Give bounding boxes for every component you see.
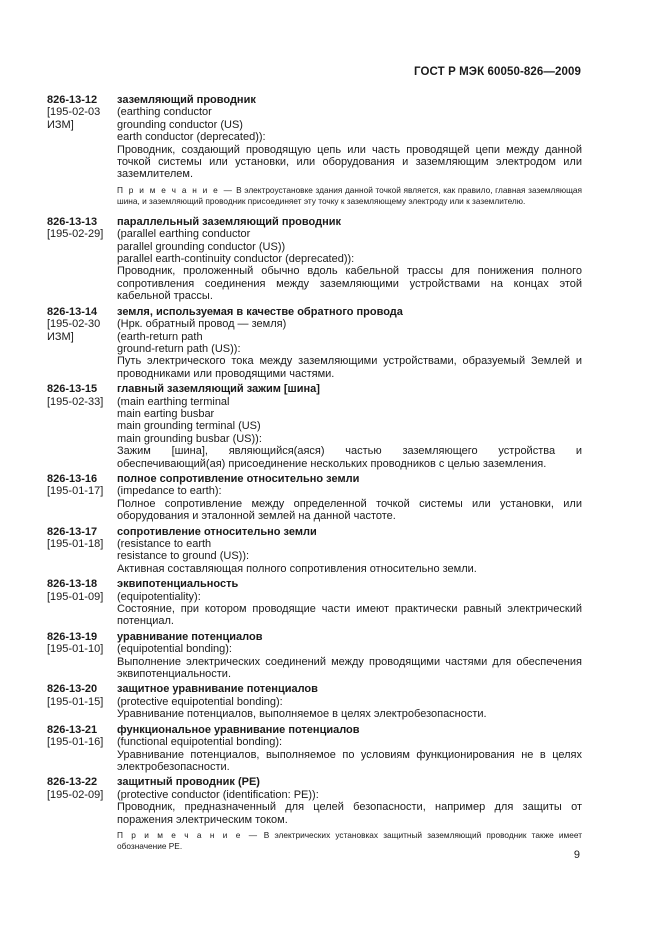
- term-synonym-line: grounding conductor (US): [117, 118, 243, 131]
- iec-reference: [195-01-10]: [47, 643, 104, 656]
- iec-reference: [195-01-15]: [47, 695, 104, 708]
- entry-content-column: [117, 683, 582, 720]
- entry-content-column: [117, 776, 582, 858]
- term-entry: [47, 473, 582, 523]
- term-synonym-line: (impedance to earth):: [117, 485, 222, 498]
- term-synonym-line: (resistance to earth: [117, 538, 212, 550]
- entry-number: 826-13-18: [47, 578, 98, 591]
- iec-reference: [195-01-09]: [47, 590, 104, 603]
- note-label: П р и м е ч а н и е —: [117, 184, 234, 195]
- entry-number: 826-13-21: [47, 723, 98, 736]
- entry-reference-column: [47, 473, 117, 523]
- entry-reference-column: [47, 683, 117, 720]
- term-synonym-line: (protective equipotential bonding):: [117, 695, 283, 708]
- term-synonym-line: parallel earth-continuity conductor (deprecated)):: [117, 253, 355, 266]
- term-entry: [47, 578, 582, 628]
- entry-number: 826-13-12: [47, 94, 98, 106]
- term-synonym-line: (equipotentiality):: [117, 590, 201, 603]
- iec-reference: ИЗМ]: [47, 118, 74, 131]
- note-text: В электроустановке здания данной точкой является, как правило, главная заземляющая шина, и заземляющий проводник присоединяет эту точку к заземляющему электроду или к заземлителю.: [117, 184, 582, 206]
- term-synonym-line: (Нрк. обратный провод — земля): [117, 318, 287, 331]
- term-title: защитное уравнивание потенциалов: [117, 683, 318, 696]
- entry-content-column: [117, 306, 582, 380]
- term-title: параллельный заземляющий проводник: [117, 215, 341, 228]
- term-entry: [47, 216, 582, 303]
- iec-reference: [195-02-33]: [47, 395, 104, 408]
- term-synonym-line: earth conductor (deprecated)):: [117, 131, 266, 144]
- term-title: эквипотенциальность: [117, 578, 239, 591]
- term-entry: [47, 383, 582, 470]
- entry-number: 826-13-14: [47, 305, 98, 318]
- term-title: земля, используемая в качестве обратного провода: [117, 305, 403, 318]
- iec-reference: [195-02-03: [47, 106, 101, 119]
- term-synonym-line: ground-return path (US)):: [117, 342, 241, 355]
- term-title: главный заземляющий зажим [шина]: [117, 383, 320, 396]
- term-synonym-line: main grounding terminal (US): [117, 420, 261, 433]
- term-synonym-line: (protective conductor (identification: PE)):: [117, 788, 319, 801]
- entry-reference-column: [47, 306, 117, 380]
- term-definition: Активная составляющая полного сопротивления относительно земли.: [117, 562, 477, 575]
- term-entry: [47, 526, 582, 576]
- term-synonym-line: main earting busbar: [117, 407, 215, 420]
- term-entries: [47, 94, 582, 861]
- entry-reference-column: [47, 94, 117, 213]
- note-text: В электрических установках защитный заземляющий проводник также имеет обозначение PE.: [117, 829, 583, 851]
- page-number: 9: [573, 849, 580, 861]
- term-definition: Уравнивание потенциалов, выполняемое по условиям функционирования не в целях электробезопасности.: [117, 748, 582, 773]
- entry-number: 826-13-15: [47, 383, 98, 396]
- term-entry: [47, 724, 582, 774]
- term-definition: Состояние, при котором проводящие части имеют практически равный электрический потенциал.: [117, 603, 582, 628]
- standard-header: ГОСТ Р МЭК 60050-826—2009: [414, 66, 581, 78]
- entry-reference-column: [47, 724, 117, 774]
- entry-content-column: [117, 578, 582, 628]
- entry-reference-column: [47, 578, 117, 628]
- term-definition: Путь электрического тока между заземляющими устройствами, образуемый Землей и проводниками или проводящими частями.: [117, 355, 582, 380]
- term-title: функциональное уравнивание потенциалов: [117, 723, 360, 736]
- note-label: П р и м е ч а н и е —: [117, 829, 259, 840]
- entry-content-column: [117, 631, 582, 681]
- term-synonym-line: (main earthing terminal: [117, 395, 230, 408]
- entry-content-column: [117, 94, 582, 213]
- iec-reference: [195-01-16]: [47, 736, 104, 749]
- entry-content-column: [117, 383, 582, 470]
- term-note: [117, 830, 582, 852]
- term-note: [117, 185, 582, 207]
- entry-content-column: [117, 526, 582, 576]
- entry-number: 826-13-19: [47, 630, 98, 643]
- term-entry: [47, 306, 582, 380]
- term-definition: Выполнение электрических соединений между проводящими частями для обеспечения эквипотенциальности.: [117, 655, 582, 681]
- term-synonym-line: parallel grounding conductor (US)): [117, 240, 286, 253]
- term-definition: Уравнивание потенциалов, выполняемое в целях электробезопасности.: [117, 708, 487, 721]
- iec-reference: ИЗМ]: [47, 330, 74, 343]
- entry-content-column: [117, 216, 582, 303]
- term-definition: Проводник, предназначенный для целей безопасности, например для защиты от поражения электрическим током.: [117, 801, 582, 826]
- term-title: полное сопротивление относительно земли: [117, 472, 360, 485]
- entry-reference-column: [47, 526, 117, 576]
- term-title: сопротивление относительно земли: [117, 525, 317, 538]
- entry-number: 826-13-16: [47, 472, 98, 485]
- term-title: защитный проводник (PE): [117, 776, 260, 789]
- entry-content-column: [117, 724, 582, 774]
- term-entry: [47, 776, 582, 858]
- entry-reference-column: [47, 383, 117, 470]
- entry-number: 826-13-20: [47, 683, 98, 696]
- term-synonym-line: (earthing conductor: [117, 106, 212, 119]
- term-synonym-line: (earth-return path: [117, 330, 203, 343]
- iec-reference: [195-02-30: [47, 318, 101, 331]
- term-entry: [47, 631, 582, 681]
- term-entry: [47, 683, 582, 720]
- term-definition: Зажим [шина], являющийся(аяся) частью заземляющего устройства и обеспечивающий(ая) присоединение нескольких проводников с целью заземления.: [117, 445, 582, 470]
- iec-reference: [195-02-29]: [47, 228, 104, 241]
- term-synonym-line: resistance to ground (US)):: [117, 550, 250, 563]
- term-definition: Проводник, создающий проводящую цепь или часть проводящей цепи между данной точкой системы или установки, или оборудования и заземляющим электродом или заземлителем.: [117, 143, 582, 181]
- term-entry: [47, 94, 582, 213]
- entry-content-column: [117, 473, 582, 523]
- entry-reference-column: [47, 216, 117, 303]
- iec-reference: [195-01-17]: [47, 485, 104, 498]
- entry-reference-column: [47, 776, 117, 858]
- iec-reference: [195-02-09]: [47, 788, 104, 801]
- term-definition: Проводник, проложенный обычно вдоль кабельной трассы для понижения полного сопротивления соединения между заземляющими устройствами на концах этой кабельной трассы.: [117, 265, 582, 303]
- term-synonym-line: (equipotential bonding):: [117, 643, 232, 656]
- term-synonym-line: main grounding busbar (US)):: [117, 432, 262, 445]
- term-definition: Полное сопротивление между определенной точкой системы или установки, или оборудования и эталонной землей на данной частоте.: [117, 497, 582, 523]
- term-synonym-line: (parallel earthing conductor: [117, 228, 251, 241]
- entry-reference-column: [47, 631, 117, 681]
- entry-number: 826-13-22: [47, 776, 98, 789]
- entry-number: 826-13-13: [47, 215, 98, 228]
- term-title: заземляющий проводник: [117, 94, 256, 106]
- entry-number: 826-13-17: [47, 525, 98, 538]
- term-synonym-line: (functional equipotential bonding):: [117, 736, 283, 749]
- iec-reference: [195-01-18]: [47, 538, 104, 550]
- term-title: уравнивание потенциалов: [117, 630, 263, 643]
